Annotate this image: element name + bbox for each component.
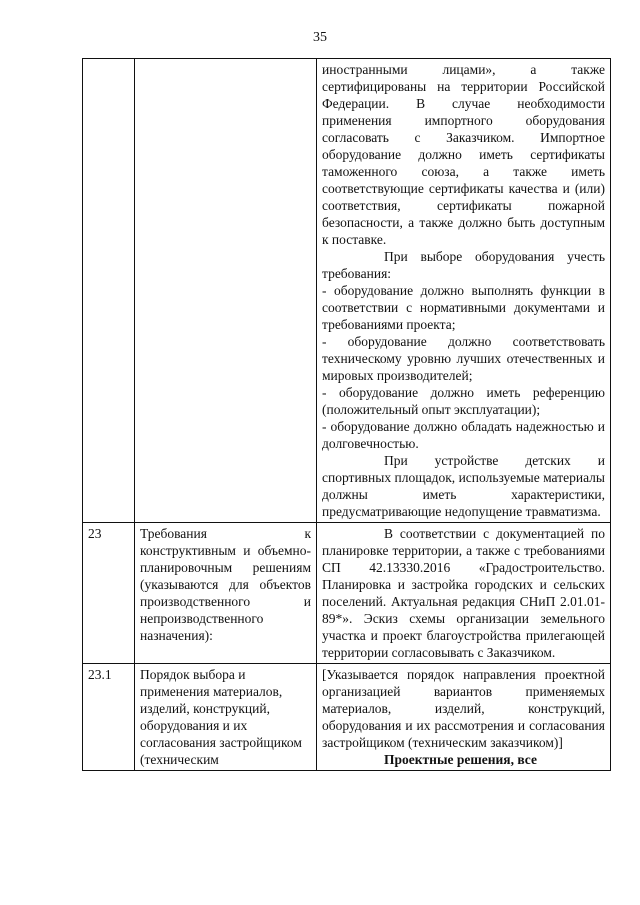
requirement-name-cell <box>135 59 317 523</box>
row-number-cell: 23.1 <box>83 664 135 771</box>
requirement-description-cell <box>317 59 611 523</box>
table-row <box>83 59 611 523</box>
requirement-description-cell <box>317 664 611 771</box>
requirement-name-cell: Требования к конструктивным и объемно-планировочным решениям (указываются для объектов производственного и непроизводственного назначения): <box>135 523 317 664</box>
requirements-table <box>82 58 611 771</box>
description-paragraph: При устройстве детских и спортивных площадок, используемые материалы должны иметь характеристики, предусматривающие недопущение травматизма. <box>322 453 605 519</box>
description-paragraph: - оборудование должно соответствовать техническому уровню лучших отечественных и мировых производителей; <box>322 334 605 383</box>
row-number-cell <box>83 59 135 523</box>
description-paragraph: В соответствии с документацией по планировке территории, а также с требованиями СП 42.13330.2016 «Градостроительство. Планировка и застройка городских и сельских поселений. Актуальная редакция СНиП 2.01.01-89*». Эскиз схемы организации земельного участка и проект благоустройства прилегающей территории согласовывать с Заказчиком. <box>322 526 605 660</box>
description-paragraph: При выборе оборудования учесть требования: <box>322 249 605 281</box>
description-paragraph: - оборудование должно выполнять функции в соответствии с нормативными документами и требованиями проекта; <box>322 283 605 332</box>
page-number: 35 <box>313 30 327 45</box>
table-row <box>83 664 611 771</box>
table-row <box>83 523 611 664</box>
requirement-name-cell: Порядок выбора и применения материалов, изделий, конструкций, оборудования и их согласования застройщиком (техническим <box>135 664 317 771</box>
description-paragraph: [Указывается порядок направления проектной организацией вариантов применяемых материалов, изделий, конструкций, оборудования и их рассмотрения и согласования застройщиком (техническим заказчиком)] <box>322 667 605 750</box>
description-paragraph: - оборудование должно обладать надежностью и долговечностью. <box>322 419 605 451</box>
row-number-cell: 23 <box>83 523 135 664</box>
description-paragraph: Проектные решения, все <box>384 752 537 767</box>
description-paragraph: - оборудование должно иметь референцию (положительный опыт эксплуатации); <box>322 385 605 417</box>
requirement-description-cell <box>317 523 611 664</box>
description-paragraph: иностранными лицами», а также сертифицированы на территории Российской Федерации. В случае необходимости применения импортного оборудования согласовать с Заказчиком. Импортное оборудование должно иметь сертификаты таможенного союза, а также иметь соответствующие сертификаты качества и (или) соответствия, сертификаты пожарной безопасности, а также должно быть доступным к поставке. <box>322 62 605 247</box>
